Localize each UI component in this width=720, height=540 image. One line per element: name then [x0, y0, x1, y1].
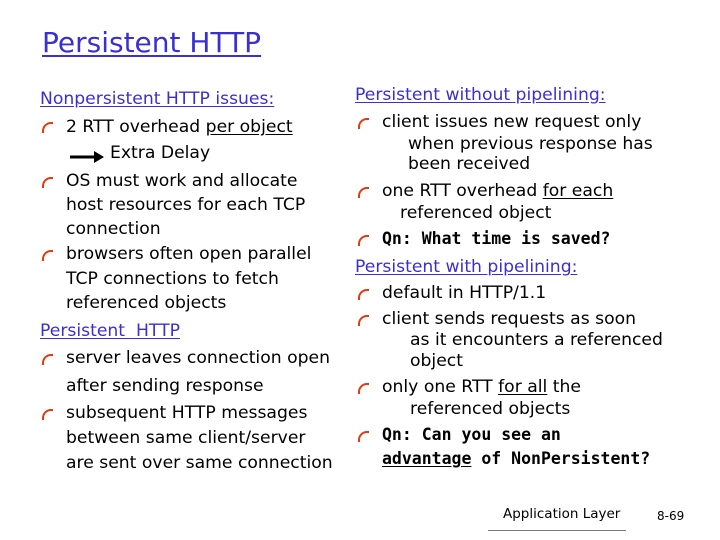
arrow-right-icon — [70, 151, 104, 163]
bullet-marker — [358, 315, 369, 326]
footer-rule — [488, 530, 626, 531]
pipe-bullet2-line3: object — [410, 351, 463, 371]
p-bullet1-line1: server leaves connection open — [66, 348, 330, 368]
nopipe-question: Qn: What time is saved? — [382, 229, 611, 248]
p-bullet2-line1: subsequent HTTP messages — [66, 403, 308, 423]
nopipe-bullet1-line2: when previous response has — [408, 134, 653, 154]
persistent-heading: Persistent HTTP — [40, 321, 180, 341]
nopipe-bullet1-line1: client issues new request only — [382, 112, 642, 132]
pipe-bullet3 — [382, 376, 581, 398]
bullet-marker — [358, 383, 369, 394]
nonpersistent-heading: Nonpersistent HTTP issues: — [40, 89, 275, 109]
np-bullet3-line2: TCP connections to fetch — [66, 269, 279, 289]
pipe-bullet1: default in HTTP/1.1 — [382, 283, 547, 303]
p-bullet1-line2: after sending response — [66, 376, 264, 396]
bullet-marker — [358, 431, 369, 442]
np-bullet1 — [66, 116, 293, 138]
pipe-question-line1: Qn: Can you see an — [382, 425, 561, 444]
np-bullet2-line3: connection — [66, 219, 161, 239]
pipe-bullet3-emphasis: for all — [498, 377, 548, 397]
pipe-bullet3-text: only one RTT — [382, 377, 499, 397]
bullet-marker — [42, 354, 53, 365]
pipe-question-line2 — [382, 448, 650, 470]
slide-title: Persistent HTTP — [42, 26, 262, 59]
p-bullet2-line3: are sent over same connection — [66, 453, 333, 473]
np-bullet3-line1: browsers often open parallel — [66, 244, 312, 264]
bullet-marker — [42, 409, 53, 420]
p-bullet2-line2: between same client/server — [66, 428, 306, 448]
np-extra-delay: Extra Delay — [110, 143, 211, 163]
pipe-question-advantage: advantage — [382, 449, 472, 468]
nopipe-bullet2 — [382, 180, 613, 202]
pipe-question-rest: of NonPersistent? — [471, 449, 651, 468]
np-bullet1-emphasis: per object — [205, 117, 293, 137]
bullet-marker — [358, 289, 369, 300]
nopipe-bullet1-line3: been received — [408, 154, 531, 174]
pipe-bullet2-line1: client sends requests as soon — [382, 309, 637, 329]
nopipe-bullet2-text: one RTT overhead — [382, 181, 543, 201]
np-bullet2-line1: OS must work and allocate — [66, 171, 298, 191]
nopipe-bullet2-line2: referenced object — [400, 203, 552, 223]
nopipe-bullet2-emphasis: for each — [542, 181, 614, 201]
bullet-marker — [358, 187, 369, 198]
pipe-bullet3-line2: referenced objects — [410, 399, 571, 419]
bullet-marker — [42, 177, 53, 188]
pipe-bullet2-line2: as it encounters a referenced — [410, 330, 663, 350]
pipelining-heading: Persistent with pipelining: — [355, 257, 578, 277]
bullet-marker — [42, 122, 53, 133]
pipe-bullet3-tail: the — [547, 377, 581, 397]
bullet-marker — [358, 235, 369, 246]
bullet-marker — [358, 118, 369, 129]
np-bullet1-text: 2 RTT overhead — [66, 117, 206, 137]
np-bullet2-line2: host resources for each TCP — [66, 195, 306, 215]
no-pipelining-heading: Persistent without pipelining: — [355, 85, 606, 105]
bullet-marker — [42, 250, 53, 261]
footer-chapter: Application Layer — [503, 506, 621, 522]
np-bullet3-line3: referenced objects — [66, 293, 227, 313]
page-number: 8-69 — [657, 509, 685, 523]
